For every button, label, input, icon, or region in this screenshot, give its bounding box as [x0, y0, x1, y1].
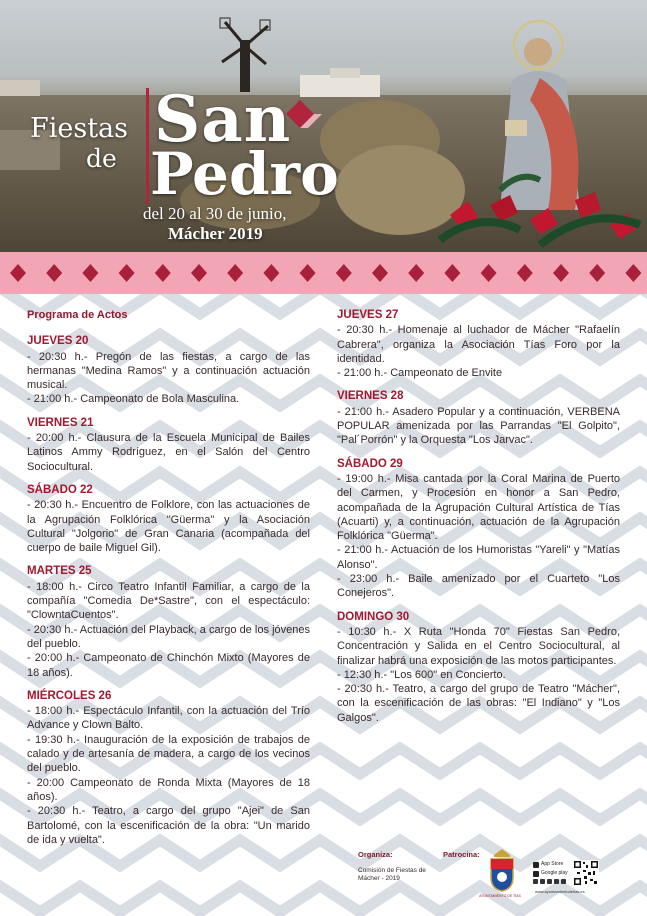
instagram-icon[interactable]: [547, 879, 552, 884]
event-item: - 19:00 h.- Misa cantada por la Coral Marina de Puerto del Carmen, y Procesión en honor a San Pedro, acompañada de la Agrupación Cultural Artística de Tías (Acuarti) y, a continuación, actuación de la Agrupación Folklórica "Güerma".: [337, 472, 620, 543]
event-item: - 20:30 h.- Homenaje al luchador de Mácher "Rafaelín Cabrera", organiza la Asociación Tías Foro por la identidad.: [337, 324, 620, 365]
email-icon[interactable]: [561, 879, 566, 884]
day-block: [337, 610, 620, 725]
title-accent-bar: [146, 88, 149, 204]
diamond-mark: [119, 264, 135, 282]
title-fiestas: Fiestas: [30, 113, 129, 144]
event-item: - 20:00 h.- Campeonato de Chinchón Mixto (Mayores de 18 años).: [27, 652, 310, 679]
program-left-column: [27, 308, 310, 856]
youtube-icon[interactable]: [554, 879, 559, 884]
diamond-mark: [444, 264, 460, 282]
diamond-mark: [589, 264, 605, 282]
app-store-badge[interactable]: App Store: [533, 860, 568, 869]
day-title: JUEVES 20: [27, 335, 89, 348]
day-title: VIERNES 28: [337, 390, 404, 403]
event-item: - 20:00 h.- Clausura de la Escuela Municipal de Bailes Latinos Ammy Rodríguez, en el Salón del Centro Sociocultural.: [27, 432, 310, 473]
organiza-text: Comisión de Fiestas de Mácher - 2019: [358, 867, 426, 882]
diamond-mark: [408, 264, 424, 282]
day-block: [27, 483, 310, 555]
event-item: - 20:00 Campeonato de Ronda Mixta (Mayores de 18 años).: [27, 776, 310, 803]
diamond-mark: [625, 264, 641, 282]
title-pedro: Pedro: [150, 140, 339, 208]
crest-caption: AYUNTAMIENTO DE TÍAS: [479, 894, 521, 898]
program-right-column: [337, 308, 620, 734]
day-title: MIÉRCOLES 26: [27, 689, 112, 702]
town-crest-icon: [488, 847, 516, 893]
diamond-mark: [191, 264, 207, 282]
diamond-mark: [227, 264, 243, 282]
diamond-strip: [0, 252, 647, 294]
event-item: - 12:30 h.- "Los 600" en Concierto.: [337, 668, 506, 681]
day-title: VIERNES 21: [27, 416, 94, 429]
title-san: San: [154, 82, 292, 157]
twitter-icon[interactable]: [540, 879, 545, 884]
event-item: - 20:30 h.- Teatro, a cargo del grupo "Ajei" de San Bartolomé, con la escenificación de la obra: "Un marido de ida y vuelta".: [27, 805, 310, 846]
day-block: [27, 564, 310, 679]
diamond-row: [0, 252, 647, 294]
diamond-mark: [336, 264, 352, 282]
app-store-badges: [533, 860, 568, 878]
day-block: [337, 308, 620, 380]
diamond-mark: [517, 264, 533, 282]
event-item: - 20:30 h.- Teatro, a cargo del grupo de Teatro "Mácher", con la escenificación de las obras: "El Indiano" y "Los Galgos".: [337, 683, 620, 724]
building-left: [0, 80, 40, 96]
play-icon: [533, 871, 539, 877]
diamond-mark: [553, 264, 569, 282]
program-section: [0, 294, 647, 916]
diamond-mark: [10, 264, 26, 282]
title-de: de: [86, 144, 117, 173]
diamond-mark: [155, 264, 171, 282]
footer: [0, 842, 647, 916]
event-item: - 21:00 h.- Campeonato de Envite: [337, 367, 503, 380]
event-item: - 19:30 h.- Inauguración de la exposición de trabajos de calado y de artesanía de madera, a cargo de los vecinos del pueblo.: [27, 733, 310, 775]
apple-icon: [533, 862, 539, 868]
diamond-mark: [372, 264, 388, 282]
google-play-badge[interactable]: Google play: [533, 869, 568, 878]
website-link[interactable]: www.ayuntamientodetias.es: [535, 889, 585, 894]
event-item: - 20:30 h.- Pregón de las fiestas, a cargo de las hermanas "Medina Ramos" y a continuación actuación musical.: [27, 350, 310, 392]
diamond-mark: [263, 264, 279, 282]
qr-code-icon: [573, 860, 599, 886]
header-banner: [0, 0, 647, 252]
event-item: - 21:00 h.- Campeonato de Bola Masculina.: [27, 393, 240, 406]
organiza-label: Organiza:: [358, 850, 393, 859]
diamond-mark: [481, 264, 497, 282]
day-block: [27, 334, 310, 406]
facebook-icon[interactable]: [533, 879, 538, 884]
day-block: [337, 457, 620, 601]
event-item: - 20:30 h.- Encuentro de Folklore, con las actuaciones de la Agrupación Folklórica "Güerma" y la Asociación Cultural "Jolgorio" de Gran Canaria (acompañada del cuerpo de baile Miguel Gil).: [27, 499, 310, 555]
building-top: [330, 68, 360, 78]
day-block: [337, 389, 620, 447]
event-item: - 23:00 h.- Baile amenizado por el Cuarteto "Los Conejeros".: [337, 573, 620, 600]
haystack: [335, 145, 465, 235]
day-block: [27, 689, 310, 847]
event-item: - 18:00 h.- Espectáculo Infantil, con la actuación del Trío Advance y Clown Balto.: [27, 705, 310, 732]
patrocina-label: Patrocina:: [443, 850, 480, 859]
day-title: MARTES 25: [27, 565, 92, 578]
event-item: - 20:30 h.- Actuación del Playback, a cargo de los jóvenes del pueblo.: [27, 623, 310, 650]
day-title: SÁBADO 22: [27, 483, 93, 496]
building: [300, 75, 380, 97]
event-dates: del 20 al 30 de junio,: [143, 204, 287, 223]
windmill-icon: [220, 18, 270, 92]
program-title: Programa de Actos: [27, 309, 128, 321]
day-title: DOMINGO 30: [337, 610, 410, 623]
event-place: Mácher 2019: [168, 224, 263, 243]
event-item: - 21:00 h.- Actuación de los Humoristas "Yareli" y "Matías Alonso".: [337, 544, 620, 571]
event-item: - 21:00 h.- Asadero Popular y a continuación, VERBENA POPULAR amenizada por las Parrandas "El Golpito", "Pal´Porrón" y la Orquesta "Los Jarvac".: [337, 405, 620, 447]
day-block: [27, 416, 310, 474]
diamond-mark: [46, 264, 62, 282]
event-item: - 10:30 h.- X Ruta "Honda 70" Fiestas San Pedro, Concentración y Salida en el Centro Sociocultural, al finalizar habrá una exposición de las motos participantes.: [337, 625, 620, 667]
event-item: - 18:00 h.- Circo Teatro Infantil Familiar, a cargo de la compañía "Comedia De*Sastre", con el espectáculo: "ClowntaCuentos".: [27, 580, 310, 622]
diamond-mark: [300, 264, 316, 282]
diamond-mark: [82, 264, 98, 282]
social-icons: [533, 879, 566, 884]
day-title: SÁBADO 29: [337, 457, 403, 470]
day-title: JUEVES 27: [337, 309, 399, 321]
